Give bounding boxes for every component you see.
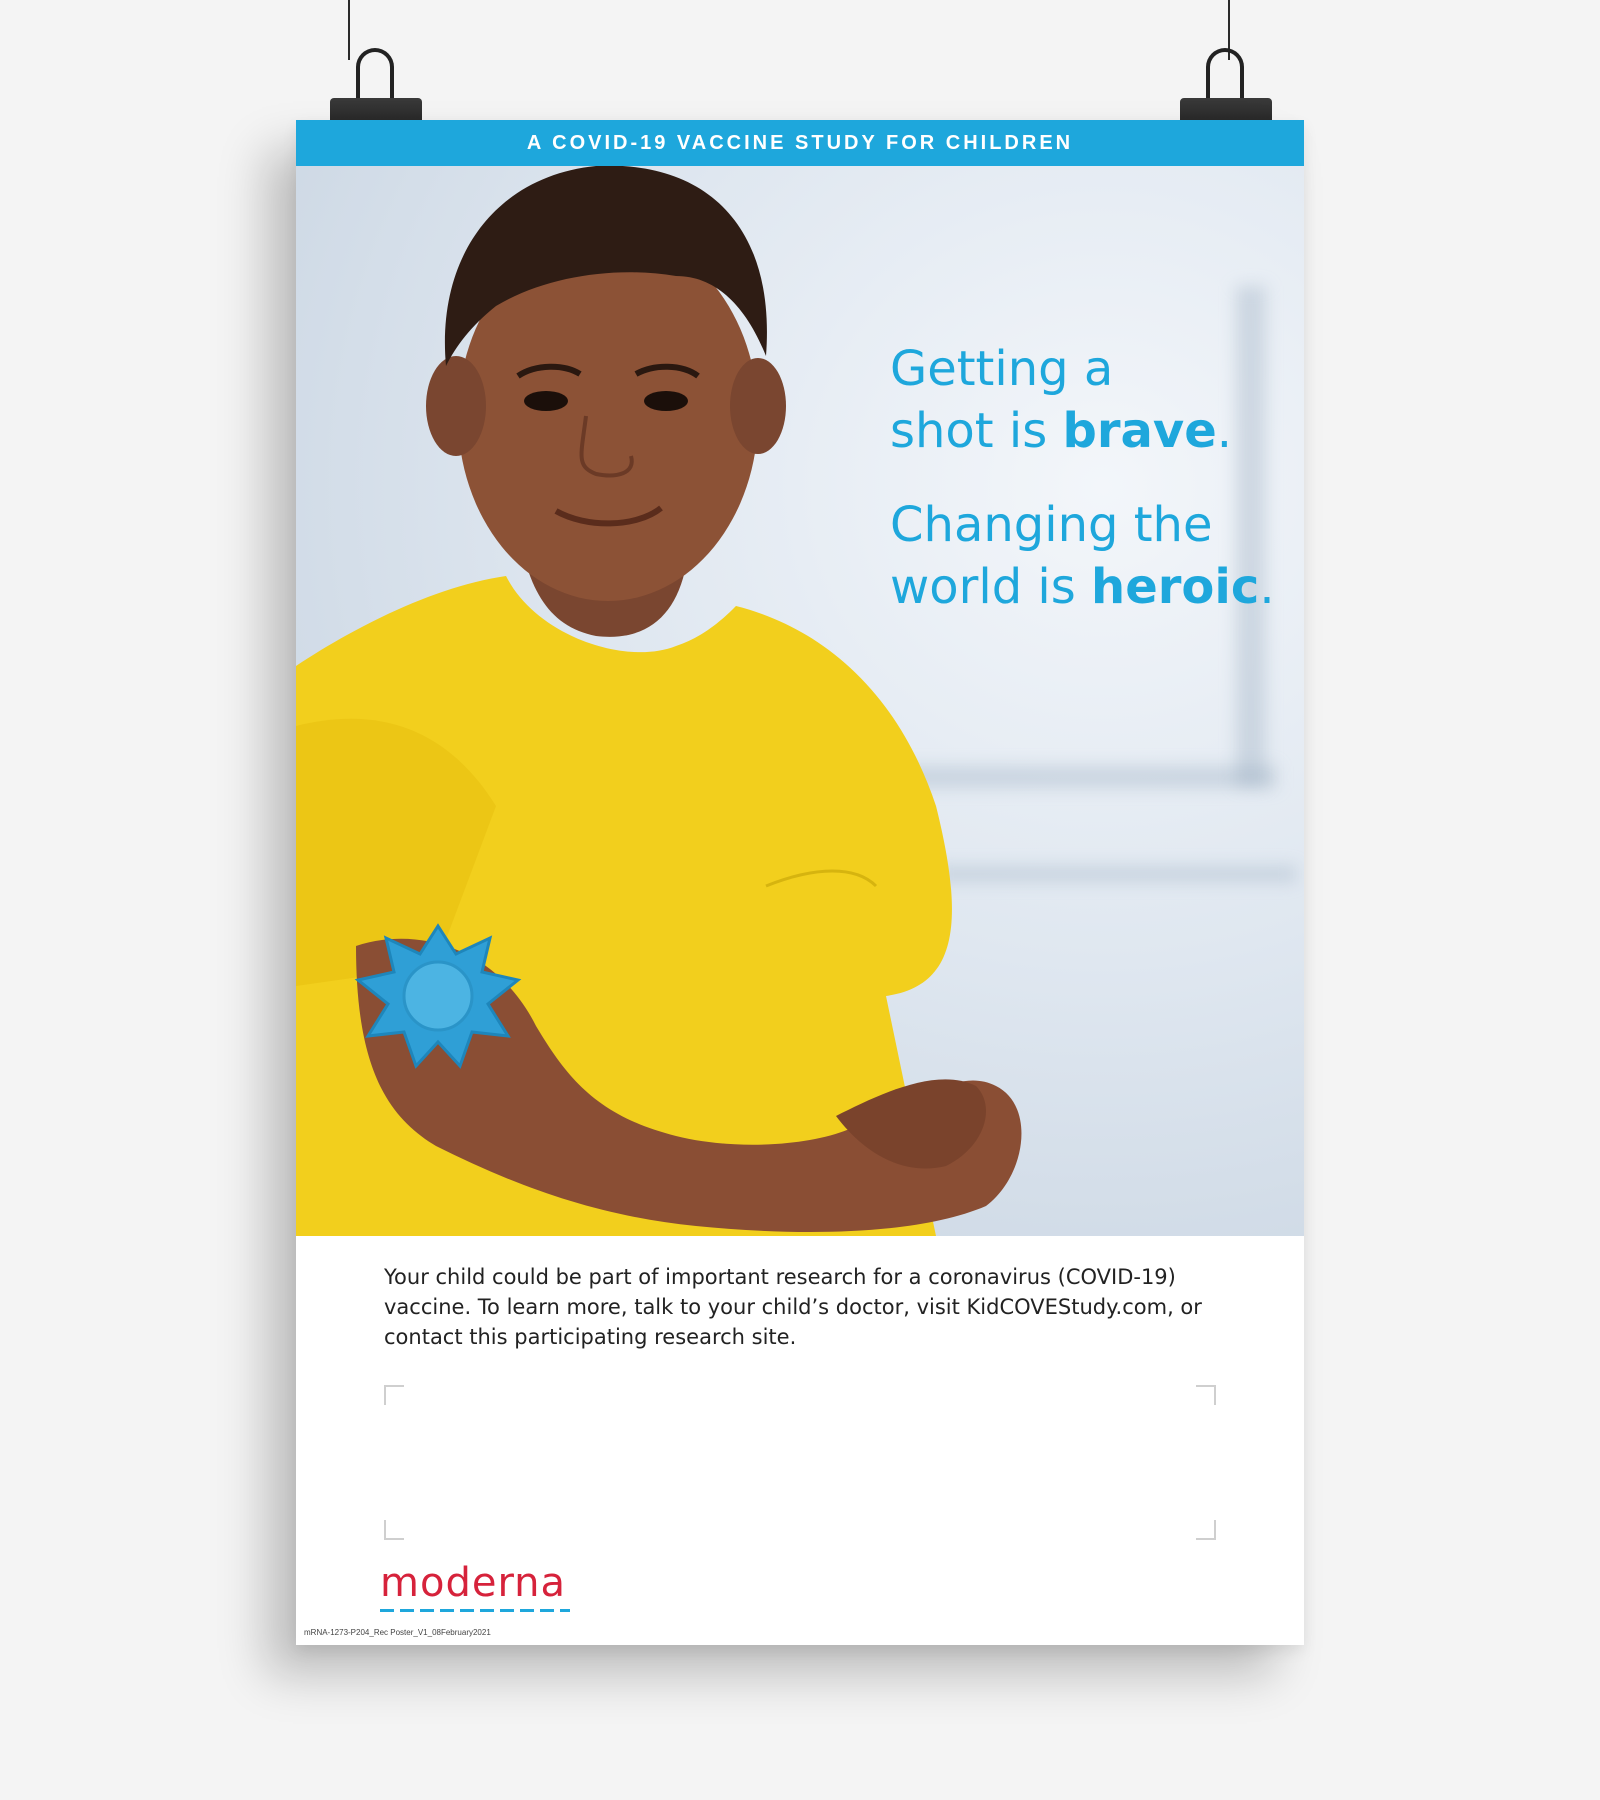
headline-block-1 [890,338,1290,462]
headline-line-4: world is [890,559,1092,615]
frame-corner [384,1385,404,1405]
headline-line-3: Changing the [890,497,1213,553]
headline [890,338,1290,650]
frame-corner [1196,1385,1216,1405]
headline-brave: brave [1062,403,1217,459]
hero-photo [296,166,1304,1236]
headline-line-1: Getting a [890,341,1114,397]
logo-underline [380,1609,570,1612]
headline-period-2: . [1259,559,1275,615]
headline-heroic: heroic [1091,559,1260,615]
banner-text: A COVID-19 VACCINE STUDY FOR CHILDREN [526,131,1074,154]
frame-corner [384,1520,404,1540]
headline-block-2 [890,494,1290,618]
study-banner [296,120,1304,166]
footnote: mRNA-1273-P204_Rec Poster_V1_08February2021 [304,1628,491,1637]
headline-period-1: . [1216,403,1233,459]
body-copy: Your child could be part of important research for a coronavirus (COVID-19) vaccine. To learn more, talk to your child’s doctor, visit KidCOVEStudy.com, or contact this participating research site. [384,1265,1202,1349]
frame-corner [1196,1520,1216,1540]
headline-line-2: shot is [890,403,1063,459]
child-illustration [296,166,1304,1236]
moderna-logo: moderna [380,1560,567,1606]
poster [296,120,1304,1645]
